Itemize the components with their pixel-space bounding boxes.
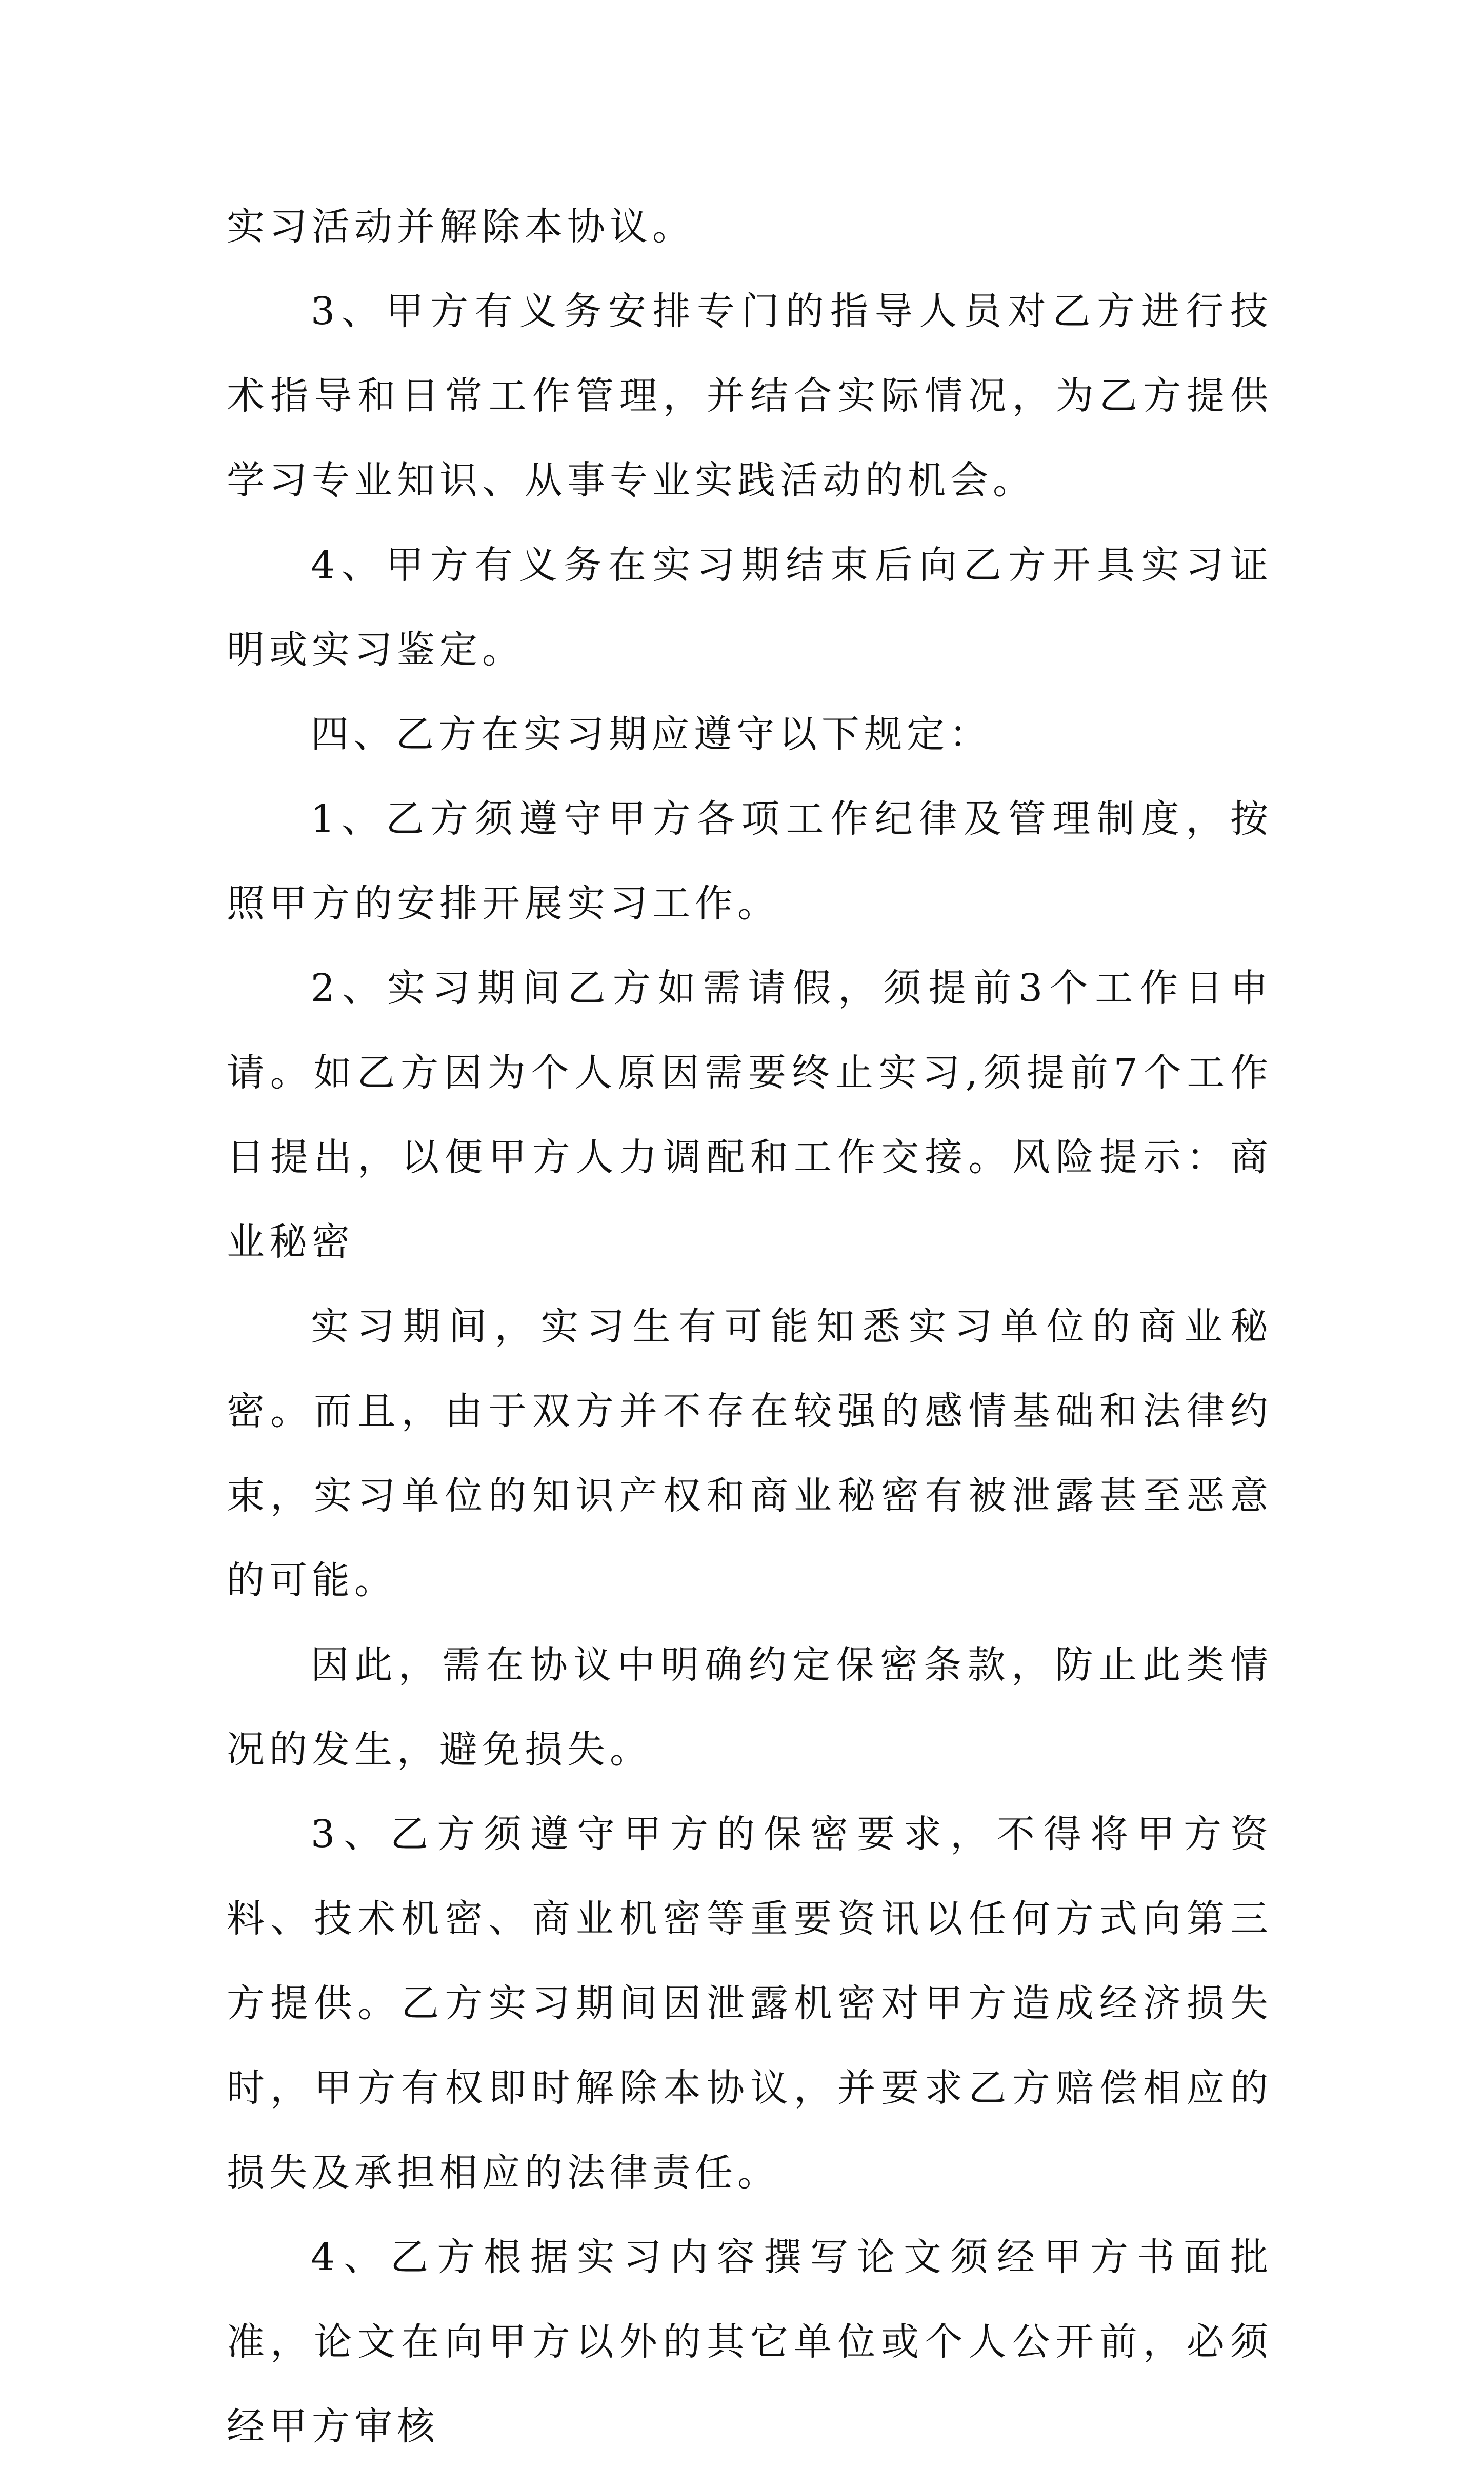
- paragraph-risk-note: 实习期间，实习生有可能知悉实习单位的商业秘密。而且，由于双方并不存在较强的感情基础和法律约束，实习单位的知识产权和商业秘密有被泄露甚至恶意的可能。: [227, 1304, 1273, 1602]
- paragraph-rule-1-discipline: 1、乙方须遵守甲方各项工作纪律及管理制度，按照甲方的安排开展实习工作。: [227, 797, 1273, 926]
- document-page: [227, 185, 1273, 2469]
- paragraph-confidentiality-advice: 因此，需在协议中明确约定保密条款，防止此类情况的发生，避免损失。: [227, 1643, 1273, 1772]
- paragraph-clause-3-guidance: 3、甲方有义务安排专门的指导人员对乙方进行技术指导和日常工作管理，并结合实际情况，为乙方提供学习专业知识、从事专业实践活动的机会。: [227, 289, 1273, 503]
- paragraph-rule-2-leave: 2、实习期间乙方如需请假，须提前3个工作日申请。如乙方因为个人原因需要终止实习,须提前7个工作日提出，以便甲方人力调配和工作交接。风险提示：商业秘密: [227, 966, 1273, 1264]
- paragraph-continuation: 实习活动并解除本协议。: [227, 205, 695, 249]
- paragraph-rule-3-confidentiality: 3、乙方须遵守甲方的保密要求，不得将甲方资料、技术机密、商业机密等重要资讯以任何方式向第三方提供。乙方实习期间因泄露机密对甲方造成经济损失时，甲方有权即时解除本协议，并要求乙方赔偿相应的损失及承担相应的法律责任。: [227, 1812, 1273, 2195]
- paragraph-clause-4-certificate: 4、甲方有义务在实习期结束后向乙方开具实习证明或实习鉴定。: [227, 543, 1273, 672]
- section-heading-party-b-rules: 四、乙方在实习期应遵守以下规定：: [311, 712, 992, 756]
- paragraph-rule-4-thesis: 4、乙方根据实习内容撰写论文须经甲方书面批准，论文在向甲方以外的其它单位或个人公开前，必须经甲方审核: [227, 2235, 1273, 2448]
